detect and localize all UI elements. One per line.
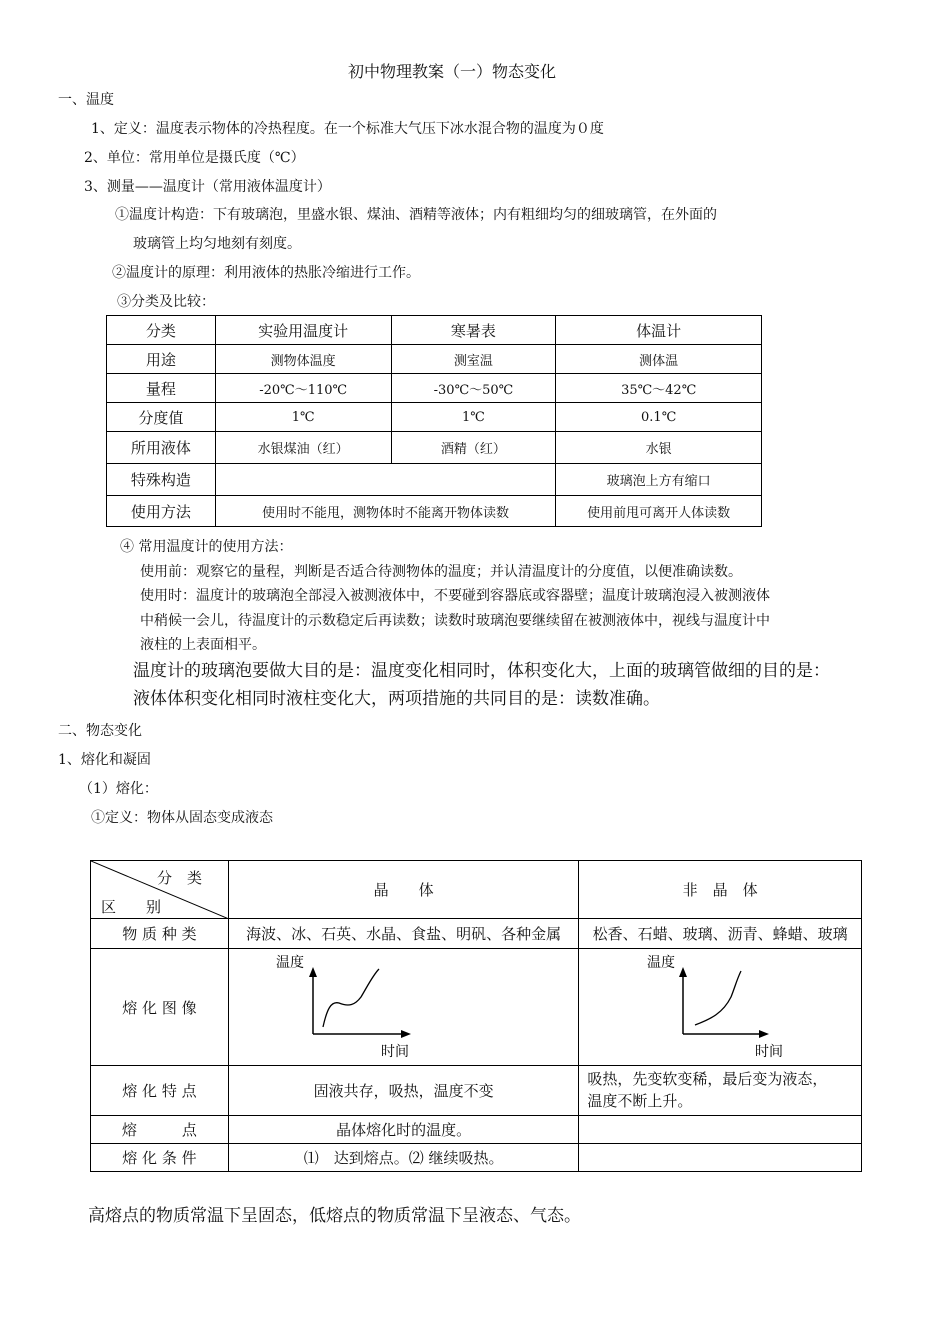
table-cell: 海波、冰、石英、水晶、食盐、明矾、各种金属 bbox=[228, 919, 579, 949]
table-cell: 松香、石蜡、玻璃、沥青、蜂蜡、玻璃 bbox=[579, 919, 862, 949]
table-cell: 测体温 bbox=[556, 345, 762, 374]
usage-title: ④ 常用温度计的使用方法： bbox=[120, 539, 293, 555]
y-axis-label: 温度 bbox=[275, 955, 304, 971]
diagonal-top-label: 分 类 bbox=[157, 869, 203, 887]
table-cell-merged bbox=[215, 464, 555, 496]
y-axis-label: 温度 bbox=[647, 955, 676, 971]
x-axis-label: 时间 bbox=[755, 1044, 784, 1060]
header-cell: 实验用温度计 bbox=[215, 316, 391, 345]
table-cell-merged: 使用时不能甩，测物体时不能离开物体读数 bbox=[215, 496, 555, 527]
note-line-1: 温度计的玻璃泡要做大目的是：温度变化相同时，体积变化大，上面的玻璃管做细的目的是： bbox=[133, 661, 830, 681]
table-cell: -30℃～50℃ bbox=[391, 374, 556, 403]
noncrystal-header: 非 晶 体 bbox=[579, 861, 862, 919]
noncrystal-feature-cell bbox=[579, 1066, 862, 1116]
table-cell: 测室温 bbox=[391, 345, 556, 374]
row-label: 熔 化 条 件 bbox=[91, 1144, 229, 1172]
row-label: 量程 bbox=[107, 374, 216, 403]
melting-comparison-table bbox=[90, 860, 862, 1172]
section-1-heading: 一、温度 bbox=[58, 92, 114, 108]
table-cell: 1℃ bbox=[215, 403, 391, 432]
section-2-heading: 二、物态变化 bbox=[58, 723, 142, 739]
usage-during-1: 使用时：温度计的玻璃泡全部浸入被测液体中，不要碰到容器底或容器壁；温度计玻璃泡浸入被测液体 bbox=[140, 588, 770, 604]
subsection-heading: （1）熔化： bbox=[79, 781, 158, 797]
row-label: 特殊构造 bbox=[107, 464, 216, 496]
feature-line-2: 温度不断上升。 bbox=[587, 1091, 693, 1110]
usage-during-2: 中稍候一会儿，待温度计的示数稳定后再读数；读数时玻璃泡要继续留在被测液体中，视线与温度计中 bbox=[140, 613, 770, 629]
table-cell: 使用前甩可离开人体读数 bbox=[556, 496, 762, 527]
table-cell: 固液共存，吸热，温度不变 bbox=[228, 1066, 579, 1116]
crystal-header: 晶 体 bbox=[228, 861, 579, 919]
table-cell: 水银 bbox=[556, 432, 762, 464]
header-cell: 寒暑表 bbox=[391, 316, 556, 345]
note-line-2: 液体体积变化相同时液柱变化大，两项措施的共同目的是：读数准确。 bbox=[133, 689, 660, 709]
measure-line: 3、测量——温度计（常用液体温度计） bbox=[84, 179, 331, 195]
noncrystal-melting-graph bbox=[639, 949, 839, 1066]
structure-line-1: ①温度计构造：下有玻璃泡，里盛水银、煤油、酒精等液体；内有粗细均匀的细玻璃管，在外面的 bbox=[115, 207, 717, 223]
header-cell: 体温计 bbox=[556, 316, 762, 345]
table-cell: 玻璃泡上方有缩口 bbox=[556, 464, 762, 496]
table-cell: ⑴ 达到熔点。⑵ 继续吸热。 bbox=[228, 1144, 579, 1172]
table-cell bbox=[579, 1144, 862, 1172]
row-label: 所用液体 bbox=[107, 432, 216, 464]
principle-line: ②温度计的原理：利用液体的热胀冷缩进行工作。 bbox=[112, 265, 420, 281]
table-cell: 晶体熔化时的温度。 bbox=[228, 1116, 579, 1144]
table-cell: 0.1℃ bbox=[556, 403, 762, 432]
structure-line-2: 玻璃管上均匀地刻有刻度。 bbox=[133, 236, 301, 252]
row-label: 分度值 bbox=[107, 403, 216, 432]
table-cell bbox=[579, 1116, 862, 1144]
crystal-graph-cell bbox=[228, 949, 579, 1066]
row-label: 熔 化 特 点 bbox=[91, 1066, 229, 1116]
table-cell: 酒精（红） bbox=[391, 432, 556, 464]
usage-during-3: 液柱的上表面相平。 bbox=[140, 637, 266, 653]
thermometer-comparison-table bbox=[106, 315, 762, 527]
row-label: 用途 bbox=[107, 345, 216, 374]
table-cell: 1℃ bbox=[391, 403, 556, 432]
classify-line: ③分类及比较： bbox=[117, 294, 215, 310]
subsection-heading: 1、熔化和凝固 bbox=[58, 752, 151, 768]
table-cell: 水银煤油（红） bbox=[215, 432, 391, 464]
table-cell: -20℃～110℃ bbox=[215, 374, 391, 403]
unit-line: 2、单位：常用单位是摄氏度（℃） bbox=[84, 150, 305, 166]
header-cell: 分类 bbox=[107, 316, 216, 345]
definition-line: 1、定义：温度表示物体的冷热程度。在一个标准大气压下冰水混合物的温度为０度 bbox=[91, 121, 604, 137]
page-title: 初中物理教案（一）物态变化 bbox=[348, 62, 557, 81]
row-label: 熔 化 图 像 bbox=[91, 949, 229, 1066]
diagonal-header-cell bbox=[91, 861, 229, 919]
footer-note: 高熔点的物质常温下呈固态，低熔点的物质常温下呈液态、气态。 bbox=[88, 1206, 581, 1226]
feature-line-1: 吸热，先变软变稀，最后变为液态， bbox=[587, 1069, 828, 1088]
x-axis-label: 时间 bbox=[380, 1044, 409, 1060]
row-label: 熔 点 bbox=[91, 1116, 229, 1144]
table-cell: 35℃～42℃ bbox=[556, 374, 762, 403]
melting-definition: ①定义：物体从固态变成液态 bbox=[91, 810, 273, 826]
crystal-melting-graph bbox=[269, 949, 469, 1066]
row-label: 物 质 种 类 bbox=[91, 919, 229, 949]
table-cell: 测物体温度 bbox=[215, 345, 391, 374]
diagonal-bottom-label: 区 别 bbox=[101, 898, 162, 916]
row-label: 使用方法 bbox=[107, 496, 216, 527]
noncrystal-graph-cell bbox=[579, 949, 862, 1066]
usage-before: 使用前：观察它的量程，判断是否适合待测物体的温度；并认清温度计的分度值，以便准确读数。 bbox=[140, 564, 742, 580]
